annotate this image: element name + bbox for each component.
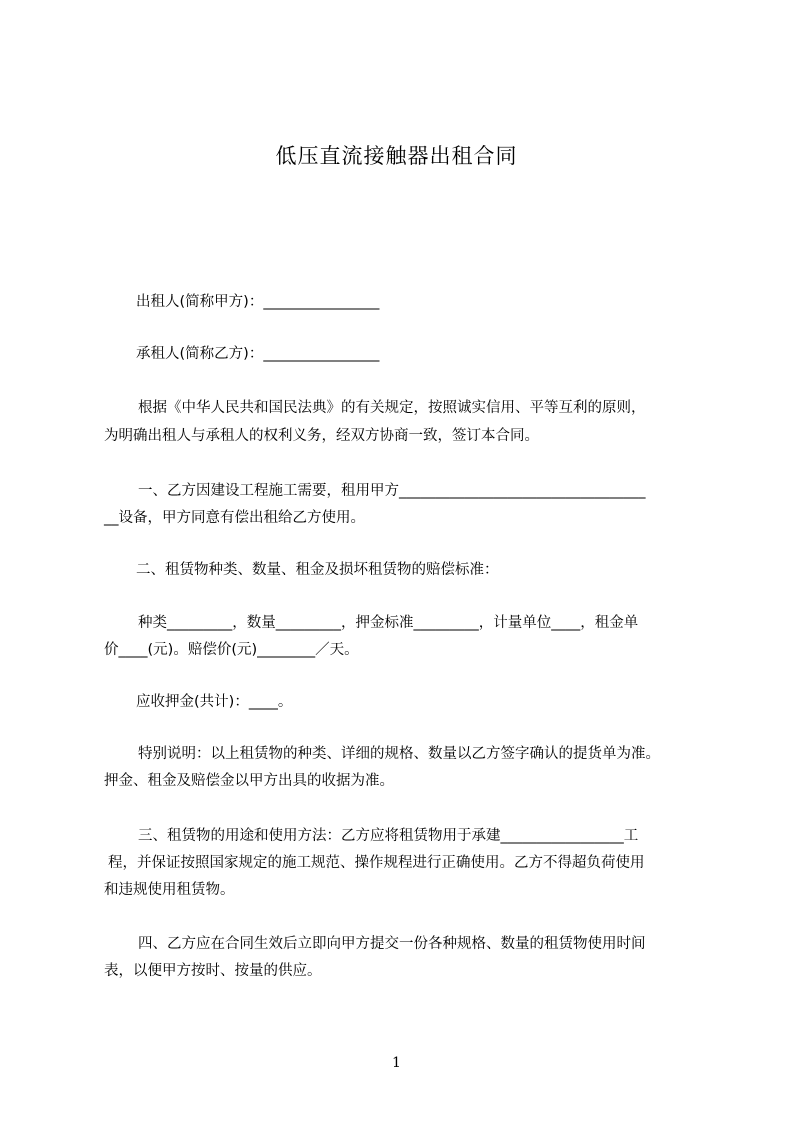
document-title: 低压直流接触器出租合同: [275, 144, 518, 168]
clause-1-line-2: __设备，甲方同意有偿出租给乙方使用。: [104, 510, 365, 526]
deposit-line: 应收押金(共计)：____。: [136, 694, 293, 710]
clause-2-line-2: 价____(元)。赔偿价(元)________／天。: [104, 642, 359, 658]
page-number: 1: [392, 1055, 401, 1071]
preamble-line-1: 根据《中华人民共和国民法典》的有关规定，按照诚实信用、平等互利的原则，: [138, 400, 646, 416]
clause-4-line-1: 四、乙方应在合同生效后立即向甲方提交一份各种规格、数量的租赁物使用时间: [138, 936, 646, 952]
clause-2-line-1: 种类_________，数量_________，押金标准_________，计量单位____，租金单: [138, 615, 639, 631]
clause-2-heading: 二、租赁物种类、数量、租金及损坏租赁物的赔偿标准：: [136, 562, 499, 578]
clause-4-line-2: 表，以便甲方按时、按量的供应。: [104, 963, 322, 979]
lessor-line: 出租人(简称甲方)：________________: [136, 294, 380, 310]
clause-3-line-3: 和违规使用租赁物。: [104, 882, 235, 898]
clause-3-line-2: 程，并保证按照国家规定的施工规范、操作规程进行正确使用。乙方不得超负荷使用: [108, 855, 645, 871]
clause-3-line-1: 三、租赁物的用途和使用方法：乙方应将租赁物用于承建_________________工: [138, 828, 639, 844]
preamble-line-2: 为明确出租人与承租人的权利义务，经双方协商一致，签订本合同。: [104, 428, 539, 444]
lessee-line: 承租人(简称乙方)：________________: [136, 346, 380, 362]
special-note-line-1: 特别说明：以上租赁物的种类、详细的规格、数量以乙方签字确认的提货单为准。: [138, 746, 660, 762]
clause-1-line-1: 一、乙方因建设工程施工需要，租用甲方__________________________________: [138, 483, 646, 499]
special-note-line-2: 押金、租金及赔偿金以甲方出具的收据为准。: [104, 773, 394, 789]
